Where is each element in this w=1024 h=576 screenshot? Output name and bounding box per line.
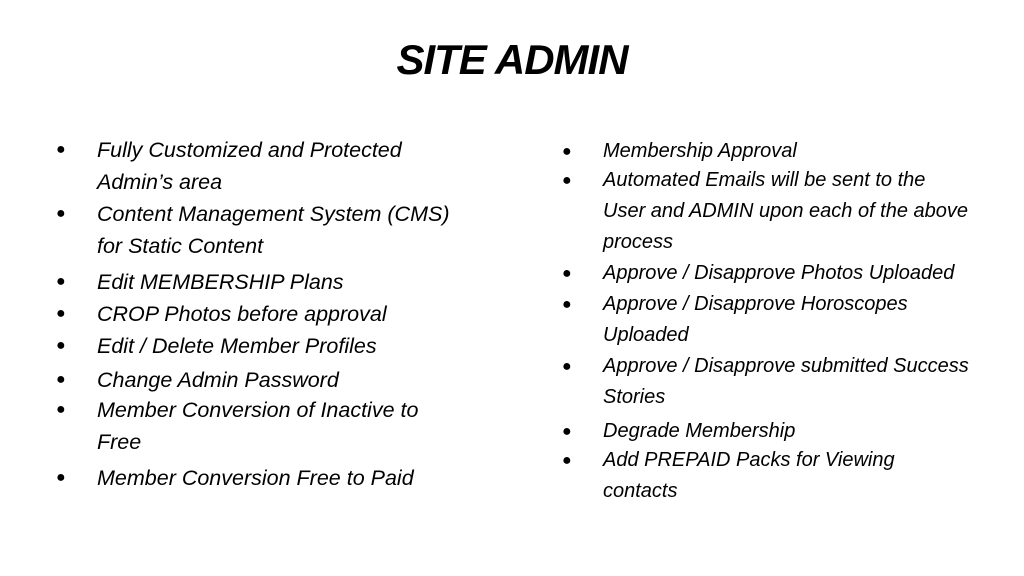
list-item bbox=[54, 134, 454, 198]
list-item bbox=[54, 462, 454, 494]
bullet-icon: ● bbox=[56, 371, 66, 388]
bullet-icon: ● bbox=[562, 143, 572, 160]
list-item-text: Edit / Delete Member Profiles bbox=[97, 334, 377, 358]
bullet-icon: ● bbox=[562, 423, 572, 440]
bullet-icon: ● bbox=[56, 273, 66, 290]
bullet-icon: ● bbox=[56, 469, 66, 486]
right-feature-list bbox=[560, 136, 970, 507]
list-item-text: Edit MEMBERSHIP Plans bbox=[97, 270, 344, 294]
list-item-text: Degrade Membership bbox=[603, 420, 796, 442]
list-item-text: Approve / Disapprove submitted Success Stories bbox=[603, 355, 969, 408]
list-item bbox=[560, 416, 970, 447]
list-item-text: Automated Emails will be sent to the User and ADMIN upon each of the above process bbox=[603, 169, 969, 253]
list-item-text: Fully Customized and Protected Admin’s area bbox=[97, 138, 402, 194]
bullet-icon: ● bbox=[56, 337, 66, 354]
bullet-icon: ● bbox=[56, 205, 66, 222]
list-item bbox=[560, 165, 970, 258]
bullet-icon: ● bbox=[562, 296, 572, 313]
list-item bbox=[560, 351, 970, 413]
list-item bbox=[560, 258, 970, 289]
list-item-text: Content Management System (CMS) for Static Content bbox=[97, 202, 450, 258]
left-feature-list bbox=[54, 134, 454, 494]
list-item bbox=[54, 364, 454, 396]
bullet-icon: ● bbox=[562, 172, 572, 189]
list-item bbox=[54, 198, 454, 262]
list-item-text: Add PREPAID Packs for Viewing contacts bbox=[603, 449, 895, 502]
bullet-icon: ● bbox=[56, 141, 66, 158]
bullet-icon: ● bbox=[562, 358, 572, 375]
bullet-icon: ● bbox=[562, 265, 572, 282]
list-item-text: Change Admin Password bbox=[97, 368, 339, 392]
list-item-text: Member Conversion of Inactive to Free bbox=[97, 398, 419, 454]
list-item bbox=[54, 394, 454, 458]
bullet-icon: ● bbox=[562, 452, 572, 469]
bullet-icon: ● bbox=[56, 401, 66, 418]
list-item bbox=[560, 289, 970, 351]
list-item-text: Approve / Disapprove Photos Uploaded bbox=[603, 262, 955, 284]
list-item-text: Membership Approval bbox=[603, 140, 797, 162]
list-item-text: Approve / Disapprove Horoscopes Uploaded bbox=[603, 293, 908, 346]
list-item bbox=[54, 266, 454, 298]
slide-title: SITE ADMIN bbox=[396, 36, 628, 83]
bullet-icon: ● bbox=[56, 305, 66, 322]
list-item bbox=[560, 445, 970, 507]
list-item bbox=[54, 298, 454, 330]
list-item-text: Member Conversion Free to Paid bbox=[97, 466, 414, 490]
list-item-text: CROP Photos before approval bbox=[97, 302, 387, 326]
list-item bbox=[54, 330, 454, 362]
list-item bbox=[560, 136, 970, 167]
